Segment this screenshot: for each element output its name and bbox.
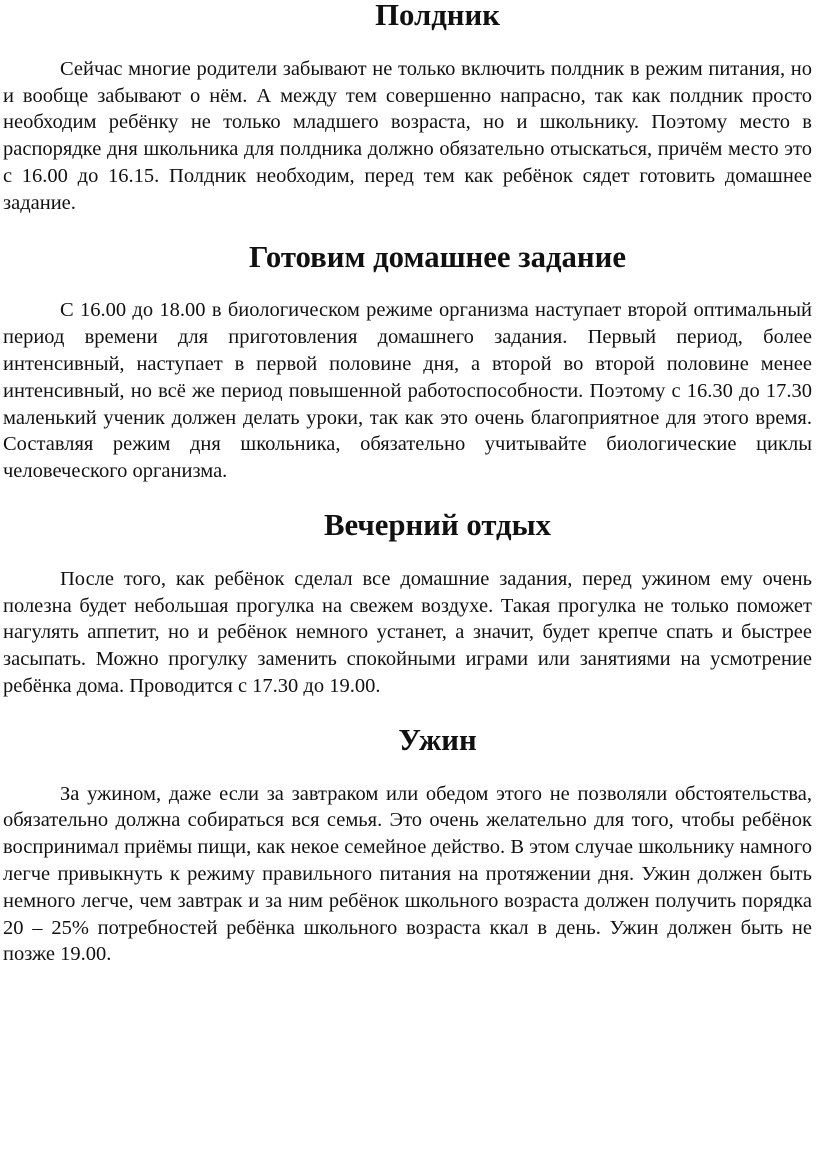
spacer	[3, 29, 812, 56]
section-heading-evening-rest: Вечерний отдых	[324, 507, 551, 542]
spacer	[3, 270, 812, 297]
section-heading-afternoon-snack: Полдник	[375, 0, 500, 32]
spacer	[3, 539, 812, 566]
section-paragraph-evening-rest: После того, как ребёнок сделал все домашние задания, перед ужином ему очень полезна будет небольшая прогулка на свежем воздухе. Такая прогулка не только поможет нагулять аппетит, но и ребёнок немного устанет, а значит, будет крепче спать и быстрее засыпать. Можно прогулку заменить спокойными играми или занятиями на усмотрение ребёнка дома. Проводится с 17.30 до 19.00.	[3, 567, 812, 697]
section-paragraph-afternoon-snack: Сейчас многие родители забывают не только включить полдник в режим питания, но и вообще забывают о нём. А между тем совершенно напрасно, так как полдник просто необходим ребёнку не только младшего возраста, но и школьнику. Поэтому место в распорядке дня школьника для полдника должно обязательно отыскаться, причём место это с 16.00 до 16.15. Полдник необходим, перед тем как ребёнок сядет готовить домашнее задание.	[3, 57, 812, 214]
section-heading-homework: Готовим домашнее задание	[249, 239, 626, 274]
section-heading-dinner: Ужин	[398, 722, 477, 757]
section-paragraph-homework: С 16.00 до 18.00 в биологическом режиме организма наступает второй оптимальный период времени для приготовления домашнего задания. Первый период, более интенсивный, наступает в первой половине дня, а второй во второй половине менее интенсивный, но всё же период повышенной работоспособности. Поэтому с 16.30 до 17.30 маленький ученик должен делать уроки, так как это очень благоприятное для этого время. Составляя режим дня школьника, обязательно учитывайте биологические циклы человеческого организма.	[3, 299, 812, 483]
spacer	[3, 754, 812, 781]
section-paragraph-dinner: За ужином, даже если за завтраком или обедом этого не позволяли обстоятельства, обязательно должна собираться вся семья. Это очень желательно для того, чтобы ребёнок воспринимал приёмы пищи, как некое семейное действо. В этом случае школьнику намного легче привыкнуть к режиму правильного питания на протяжении дня. Ужин должен быть немного легче, чем завтрак и за ним ребёнок школьного возраста должен получить порядка 20 – 25% потребностей ребёнка школьного возраста ккал в день. Ужин должен быть не позже 19.00.	[3, 782, 812, 966]
